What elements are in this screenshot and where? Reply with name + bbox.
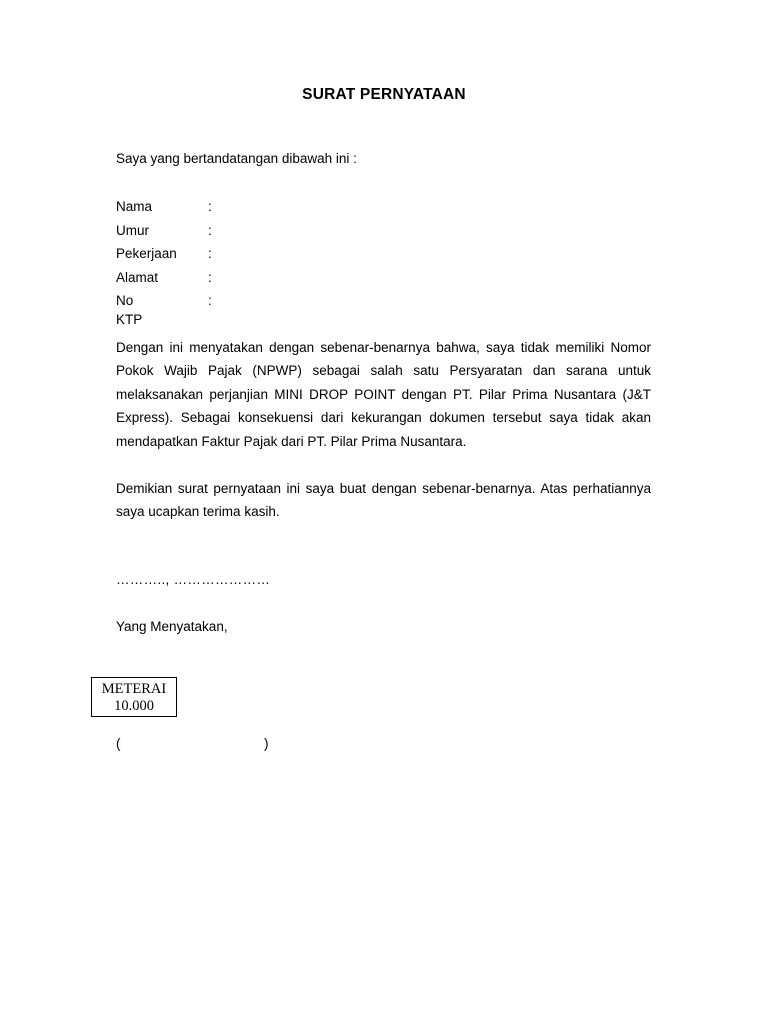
meterai-stamp-box xyxy=(91,677,177,717)
field-colon: : xyxy=(208,222,212,238)
closing-paragraph: Demikian surat pernyataan ini saya buat dengan sebenar-benarnya. Atas perhatiannya saya ucapkan terima kasih. xyxy=(116,481,651,520)
place-date-line: ……….., ………………… xyxy=(116,572,271,587)
signer-label: Yang Menyatakan, xyxy=(116,619,228,634)
field-label: Umur xyxy=(116,222,149,238)
field-label: Pekerjaan xyxy=(116,246,177,261)
field-label: Nama xyxy=(116,199,153,214)
intro-text: Saya yang bertandatangan dibawah ini : xyxy=(116,151,357,166)
stamp-label: METERAI xyxy=(101,681,167,697)
statement-paragraph: Dengan ini menyatakan dengan sebenar-benarnya bahwa, saya tidak memiliki Nomor Pokok Wajib Pajak (NPWP) sebagai salah satu Persyaratan dan sarana untuk melaksanakan perjanjian MINI DROP POINT dengan PT. Pilar Prima Nusantara (J&T Express). Sebagai konsekuensi dari kekurangan dokumen tersebut saya tidak akan mendapatkan Faktur Pajak dari PT. Pilar Prima Nusantara. xyxy=(116,340,651,449)
field-label: No KTP xyxy=(116,293,143,327)
signature-paren-close: ) xyxy=(264,736,269,751)
document-title: SURAT PERNYATAAN xyxy=(302,86,466,103)
signature-paren-open: ( xyxy=(116,736,121,751)
field-label: Alamat xyxy=(116,269,159,285)
field-colon: : xyxy=(208,246,212,261)
stamp-value: 10.000 xyxy=(114,698,154,714)
field-colon: : xyxy=(208,199,212,214)
field-colon: : xyxy=(208,269,212,285)
field-colon: : xyxy=(208,293,212,308)
